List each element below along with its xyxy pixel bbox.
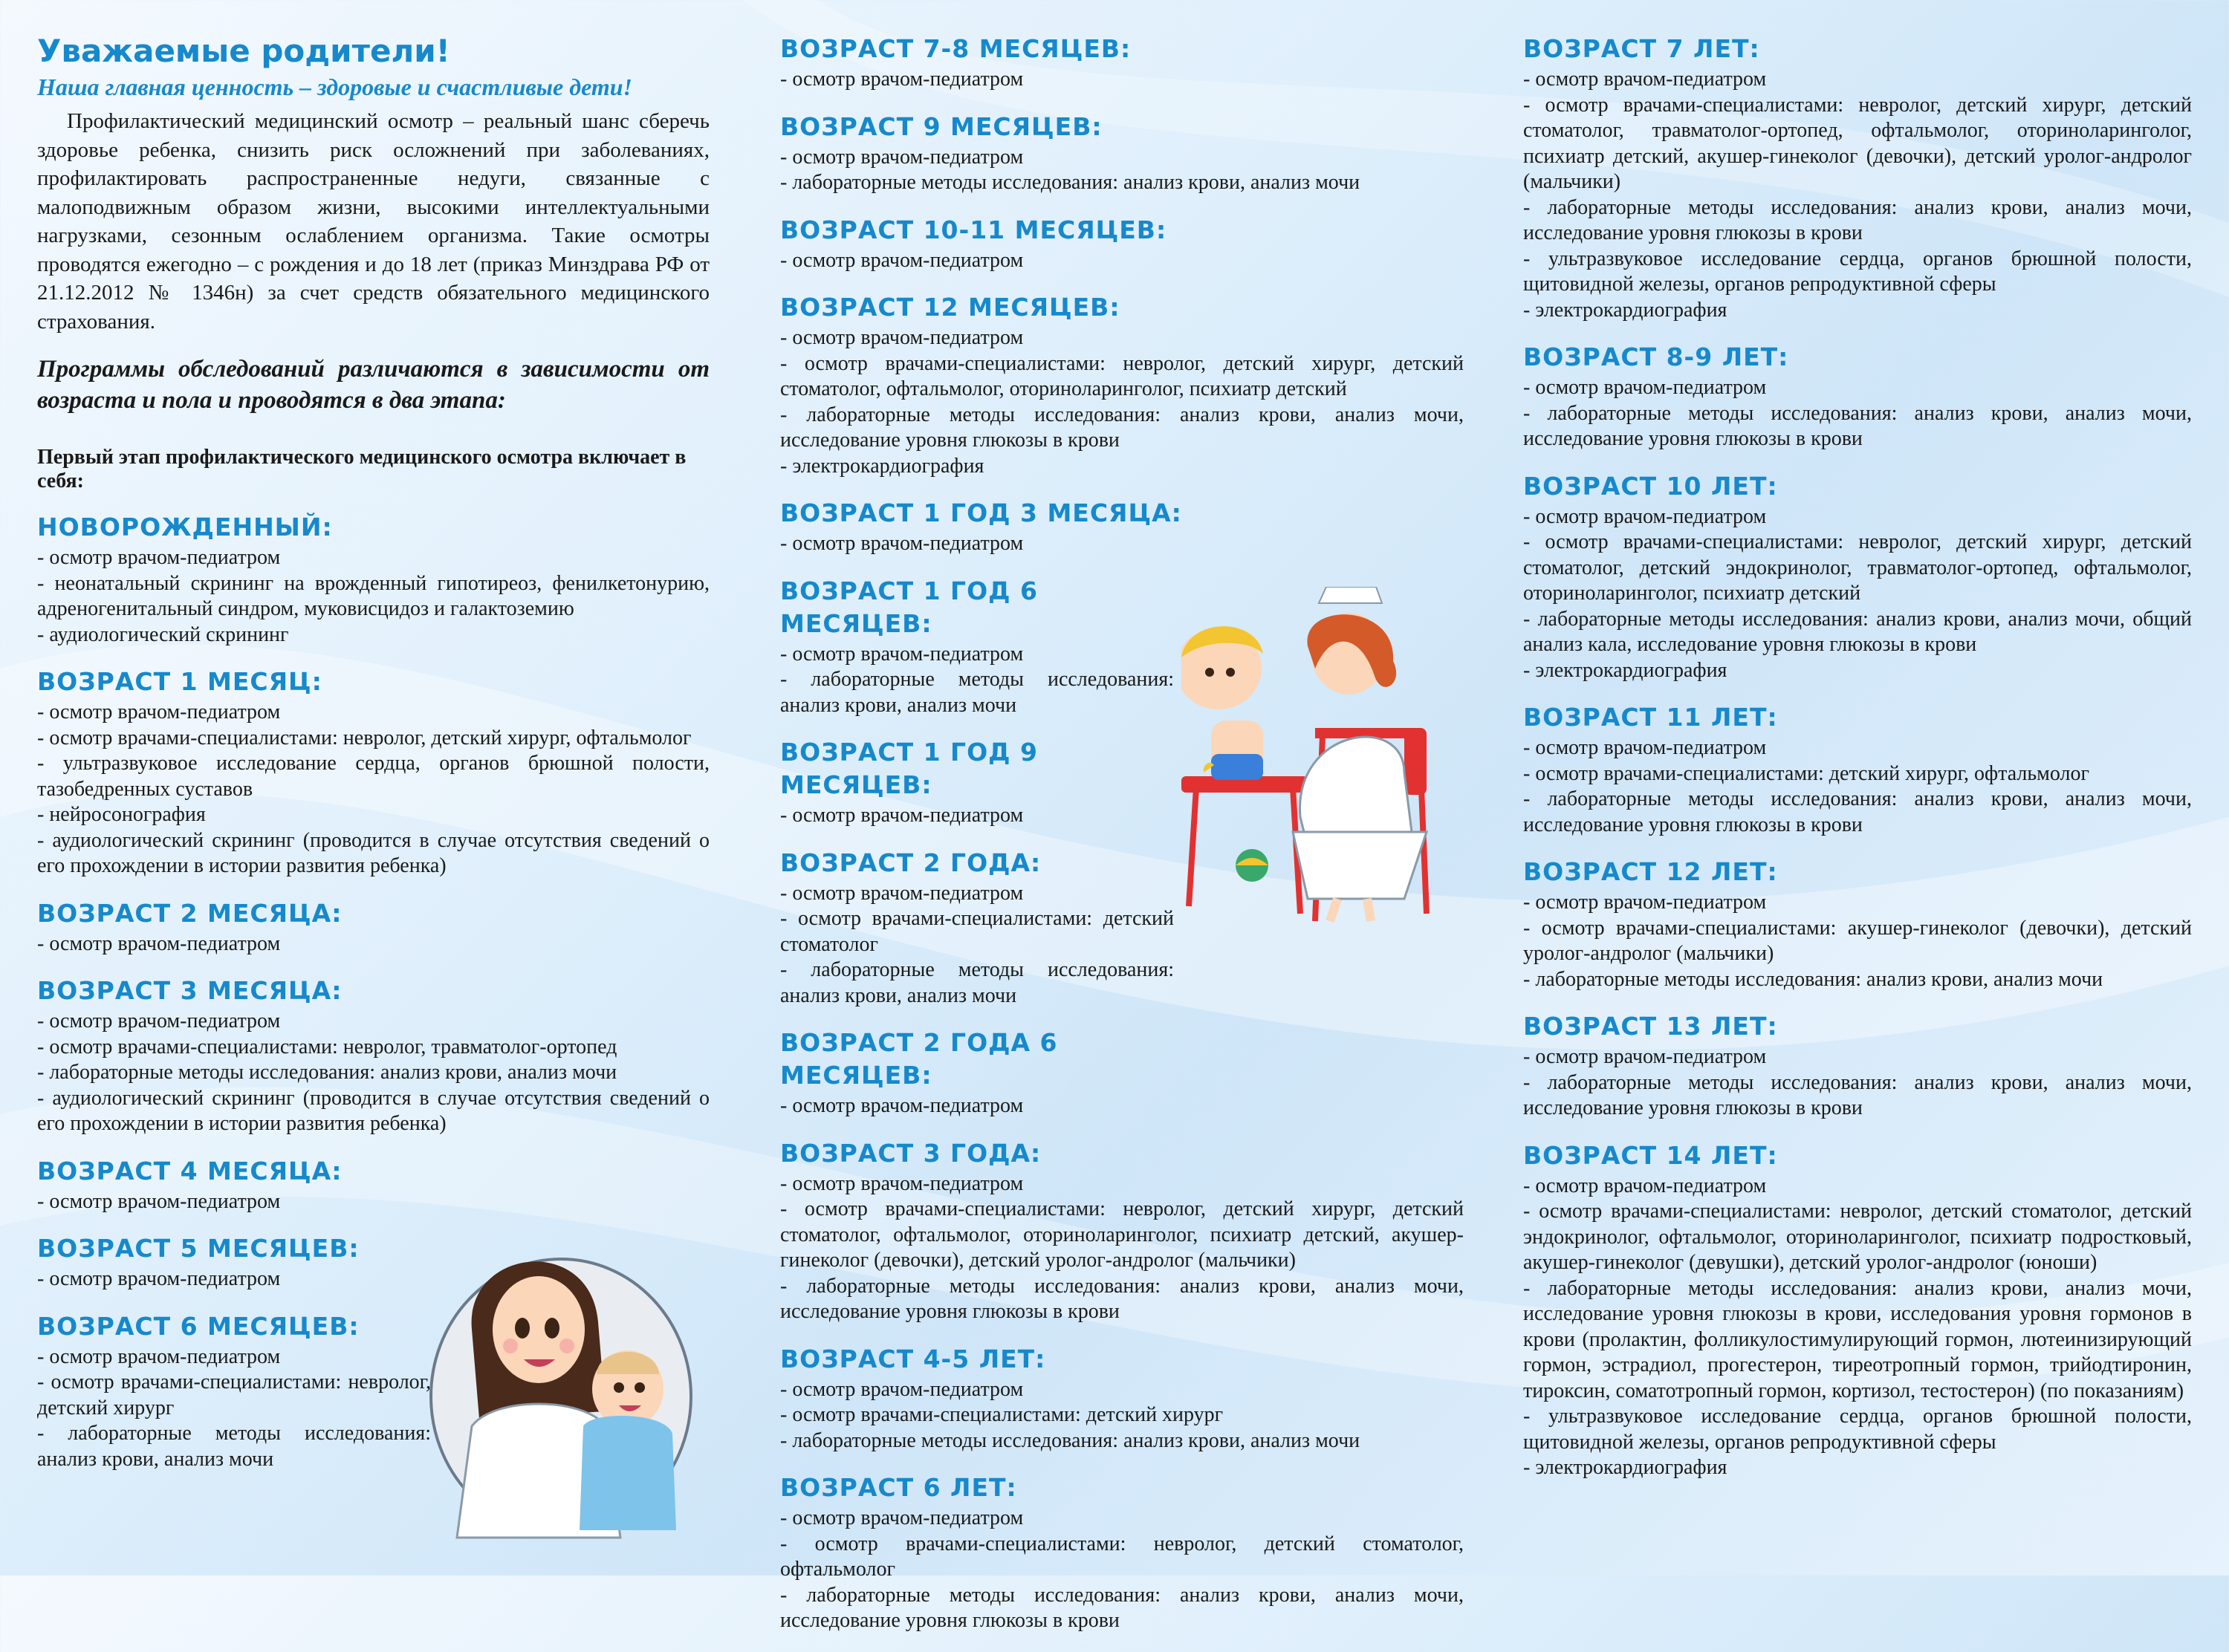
exam-item: - нейросонография xyxy=(37,803,206,826)
exam-item: - электрокардиография xyxy=(1523,298,1727,322)
age-section-title: ВОЗРАСТ 1 ГОД 3 МЕСЯЦА: xyxy=(780,498,1182,527)
exam-item: - осмотр врачом-педиатром xyxy=(780,642,1024,666)
age-section xyxy=(780,497,1464,557)
age-section-title: ВОЗРАСТ 6 МЕСЯЦЕВ: xyxy=(37,1311,360,1341)
age-section xyxy=(780,33,1464,93)
age-section xyxy=(780,291,1464,479)
age-section-title: ВОЗРАСТ 13 ЛЕТ: xyxy=(1523,1012,1778,1041)
exam-item: - осмотр врачом-педиатром xyxy=(37,1189,281,1213)
age-section-title: ВОЗРАСТ 1 ГОД 6 МЕСЯЦЕВ: xyxy=(780,576,1038,638)
exam-item: - ультразвуковое исследование сердца, органов брюшной полости, щитовидной железы, органов репродуктивной сферы xyxy=(1523,1405,2192,1454)
programs-heading: Программы обследований различаются в зависимости от возраста и пола и проводятся в два этапа: xyxy=(37,356,710,414)
exam-item: - лабораторные методы исследования: анализ крови, анализ мочи, исследование уровня глюкозы в крови xyxy=(780,1274,1464,1323)
age-section xyxy=(780,111,1464,196)
exam-item: - осмотр врачом-педиатром xyxy=(780,804,1024,827)
exam-item: - лабораторные методы исследования: анализ крови, анализ мочи, исследование уровня глюкозы в крови, исследования уровня гормонов в крови (пролактин, фолликулостимулирующий гормон, лютеинизирующий гормон, эстрадиол, прогестерон, тиреотропный гормон, трийодтиронин, тироксин, соматотропный гормон, кортизол, тестостерон) (по показаниям) xyxy=(1523,1276,2192,1402)
exam-item: - осмотр врачом-педиатром xyxy=(37,1344,281,1368)
greeting: Уважаемые родители! xyxy=(37,33,450,69)
age-section-title: ВОЗРАСТ 8-9 ЛЕТ: xyxy=(1523,342,1789,371)
age-section-title: ВОЗРАСТ 4 МЕСЯЦА: xyxy=(37,1156,343,1186)
age-section-title: ВОЗРАСТ 3 МЕСЯЦА: xyxy=(37,976,343,1005)
age-section xyxy=(780,1343,1464,1454)
exam-item: - осмотр врачом-педиатром xyxy=(1523,68,1767,91)
age-section xyxy=(780,1137,1464,1325)
exam-item: - лабораторные методы исследования: анализ крови, анализ мочи, исследование уровня глюкозы в крови xyxy=(780,403,1464,452)
exam-item: - электрокардиография xyxy=(1523,658,1727,682)
age-section-title: ВОЗРАСТ 12 МЕСЯЦЕВ: xyxy=(780,293,1120,322)
exam-item: - осмотр врачом-педиатром xyxy=(780,145,1024,169)
age-section-title: ВОЗРАСТ 7-8 МЕСЯЦЕВ: xyxy=(780,34,1132,63)
first-stage-heading: Первый этап профилактического медицинского осмотра включает в себя: xyxy=(37,446,687,492)
exam-item: - лабораторные методы исследования: анализ крови, анализ мочи xyxy=(37,1422,431,1471)
age-section xyxy=(37,511,710,648)
age-section xyxy=(1523,856,2192,992)
age-section-title: ВОЗРАСТ 3 ГОДА: xyxy=(780,1138,1042,1168)
exam-item: - осмотр врачом-педиатром xyxy=(1523,1045,1767,1068)
intro-paragraph: Профилактический медицинский осмотр – реальный шанс сберечь здоровье ребенка, снизить риск осложнений при заболеваниях, профилактировать распространенные недуги, связанные с малоподвижным образом жизни, высокими интеллектуальными нагрузками, сезонным ослаблением организма. Такие осмотры проводятся ежегодно – с рождения и до 18 лет (приказ Минздрава РФ от 21.12.2012 № 1346н) за счет средств обязательного медицинского страхования. xyxy=(37,109,710,334)
exam-item: - осмотр врачами-специалистами: невролог, детский хирург, детский стоматолог, офтальмолог, оториноларинголог, психиатр детский xyxy=(780,351,1464,400)
exam-item: - осмотр врачом-педиатром xyxy=(780,1094,1024,1117)
age-section-title: ВОЗРАСТ 2 ГОДА 6 МЕСЯЦЕВ: xyxy=(780,1028,1058,1090)
age-section-title: ВОЗРАСТ 10 ЛЕТ: xyxy=(1523,471,1778,501)
exam-item: - осмотр врачом-педиатром xyxy=(37,546,281,569)
age-section-title: ВОЗРАСТ 10-11 МЕСЯЦЕВ: xyxy=(780,215,1167,244)
exam-item: - осмотр врачами-специалистами: детский хирург, офтальмолог xyxy=(1523,761,2089,785)
exam-item: - электрокардиография xyxy=(1523,1456,1727,1479)
exam-item: - осмотр врачом-педиатром xyxy=(780,532,1024,555)
age-section-title: ВОЗРАСТ 2 МЕСЯЦА: xyxy=(37,898,343,928)
exam-item: - осмотр врачами-специалистами: невролог, детский стоматолог, детский эндокринолог, офтальмолог, оториноларинголог, психиатр подростковый, акушер-гинеколог (девушки), детский уролог-андролог (юноши) xyxy=(1523,1200,2192,1274)
age-section xyxy=(1523,33,2192,323)
age-section xyxy=(1523,1139,2192,1481)
exam-item: - осмотр врачом-педиатром xyxy=(1523,891,1767,914)
exam-item: - лабораторные методы исследования: анализ крови, анализ мочи xyxy=(780,171,1360,194)
exam-item: - электрокардиография xyxy=(780,454,984,478)
motto: Наша главная ценность – здоровые и счастливые дети! xyxy=(37,74,632,100)
age-section-title: ВОЗРАСТ 2 ГОДА: xyxy=(780,848,1042,877)
exam-item: - осмотр врачом-педиатром xyxy=(1523,1174,1767,1197)
exam-item: - лабораторные методы исследования: анализ крови, анализ мочи, общий анализ кала, исследование уровня глюкозы в крови xyxy=(1523,607,2192,656)
nurse-with-child-illustration xyxy=(1181,587,1441,929)
exam-item: - осмотр врачом-педиатром xyxy=(37,700,281,723)
exam-item: - осмотр врачом-педиатром xyxy=(780,1506,1024,1529)
age-section xyxy=(780,1027,1174,1119)
exam-item: - осмотр врачами-специалистами: невролог, детский хирург, детский стоматолог, детский эндокринолог, травматолог-ортопед, офтальмолог, оториноларинголог, психиатр детский xyxy=(1523,530,2192,605)
age-section xyxy=(780,214,1464,274)
doctor-with-baby-illustration xyxy=(427,1218,695,1545)
exam-item: - лабораторные методы исследования: анализ крови, анализ мочи xyxy=(1523,967,2103,991)
age-section-title: ВОЗРАСТ 1 ГОД 9 МЕСЯЦЕВ: xyxy=(780,738,1038,799)
exam-item: - лабораторные методы исследования: анализ крови, анализ мочи xyxy=(37,1061,617,1084)
exam-item: - осмотр врачами-специалистами: детский хирург xyxy=(780,1403,1224,1426)
exam-item: - осмотр врачами-специалистами: невролог, детский хирург, офтальмолог xyxy=(37,726,692,749)
age-section xyxy=(37,975,710,1137)
exam-item: - лабораторные методы исследования: анализ крови, анализ мочи, исследование уровня глюкозы в крови xyxy=(780,1583,1464,1632)
column-3 xyxy=(1523,33,2192,1499)
exam-item: - осмотр врачами-специалистами: детский стоматолог xyxy=(780,907,1174,956)
age-section-title: ВОЗРАСТ 14 ЛЕТ: xyxy=(1523,1140,1778,1170)
age-section-title: НОВОРОЖДЕННЫЙ: xyxy=(37,513,333,542)
exam-item: - лабораторные методы исследования: анализ крови, анализ мочи, исследование уровня глюкозы в крови xyxy=(1523,195,2192,244)
exam-item: - осмотр врачом-педиатром xyxy=(37,1267,281,1290)
age-section xyxy=(37,1232,431,1292)
age-section-title: ВОЗРАСТ 7 ЛЕТ: xyxy=(1523,34,1760,63)
exam-item: - лабораторные методы исследования: анализ крови, анализ мочи xyxy=(780,668,1174,717)
exam-item: - лабораторные методы исследования: анализ крови, анализ мочи xyxy=(780,958,1174,1007)
exam-item: - лабораторные методы исследования: анализ крови, анализ мочи xyxy=(780,1428,1360,1452)
exam-item: - осмотр врачом-педиатром xyxy=(780,1171,1024,1195)
age-section xyxy=(780,736,1174,829)
exam-item: - ультразвуковое исследование сердца, органов брюшной полости, щитовидной железы, органов репродуктивной сферы xyxy=(1523,247,2192,296)
exam-item: - аудиологический скрининг (проводится в случае отсутствия сведений о его прохождении в истории развития ребенка) xyxy=(37,828,710,877)
exam-item: - осмотр врачом-педиатром xyxy=(1523,376,1767,399)
exam-item: - осмотр врачом-педиатром xyxy=(37,1009,281,1032)
exam-item: - осмотр врачами-специалистами: невролог, детский хирург xyxy=(37,1370,431,1420)
exam-item: - осмотр врачом-педиатром xyxy=(780,248,1024,272)
age-section xyxy=(780,847,1174,1009)
age-section-title: ВОЗРАСТ 1 МЕСЯЦ: xyxy=(37,667,322,696)
age-section xyxy=(1523,1010,2192,1122)
exam-item: - осмотр врачами-специалистами: невролог, детский хирург, детский стоматолог, офтальмолог, оториноларинголог, психиатр детский, акушер-гинеколог (девочки), детский уролог-андролог (мальчики) xyxy=(780,1197,1464,1272)
age-section xyxy=(780,575,1174,719)
age-section xyxy=(37,1155,431,1215)
exam-item: - ультразвуковое исследование сердца, органов брюшной полости, тазобедренных суставов xyxy=(37,752,710,801)
age-section xyxy=(1523,701,2192,838)
exam-item: - осмотр врачом-педиатром xyxy=(780,1377,1024,1401)
age-section-title: ВОЗРАСТ 11 ЛЕТ: xyxy=(1523,703,1778,732)
age-section-title: ВОЗРАСТ 6 ЛЕТ: xyxy=(780,1473,1017,1502)
age-section-title: ВОЗРАСТ 12 ЛЕТ: xyxy=(1523,857,1778,886)
exam-item: - осмотр врачом-педиатром xyxy=(780,881,1024,905)
age-section xyxy=(780,1471,1464,1634)
exam-item: - осмотр врачом-педиатром xyxy=(780,326,1024,349)
exam-item: - неонатальный скрининг на врожденный гипотиреоз, фенилкетонурию, адреногенитальный синдром, муковисцидоз и галактоземию xyxy=(37,571,710,620)
age-section xyxy=(37,1310,431,1473)
age-section xyxy=(37,897,710,957)
exam-item: - осмотр врачом-педиатром xyxy=(37,931,281,955)
exam-item: - осмотр врачом-педиатром xyxy=(1523,504,1767,528)
exam-item: - осмотр врачами-специалистами: акушер-гинеколог (девочки), детский уролог-андролог (мальчики) xyxy=(1523,916,2192,965)
age-section-title: ВОЗРАСТ 5 МЕСЯЦЕВ: xyxy=(37,1234,360,1263)
exam-item: - лабораторные методы исследования: анализ крови, анализ мочи, исследование уровня глюкозы в крови xyxy=(1523,787,2192,836)
age-section-title: ВОЗРАСТ 4-5 ЛЕТ: xyxy=(780,1344,1046,1373)
exam-item: - аудиологический скрининг xyxy=(37,622,289,646)
exam-item: - осмотр врачами-специалистами: невролог, детский хирург, детский стоматолог, травматолог-ортопед, офтальмолог, оториноларинголог, психиатр детский, акушер-гинеколог (девочки), детский уролог-андролог (мальчики) xyxy=(1523,93,2192,193)
exam-item: - осмотр врачами-специалистами: невролог, травматолог-ортопед xyxy=(37,1035,617,1058)
age-section xyxy=(1523,470,2192,684)
exam-item: - аудиологический скрининг (проводится в случае отсутствия сведений о его прохождении в истории развития ребенка) xyxy=(37,1086,710,1135)
exam-item: - лабораторные методы исследования: анализ крови, анализ мочи, исследование уровня глюкозы в крови xyxy=(1523,401,2192,450)
exam-item: - осмотр врачом-педиатром xyxy=(780,68,1024,91)
age-section xyxy=(37,666,710,879)
exam-item: - осмотр врачами-специалистами: невролог, детский стоматолог, офтальмолог xyxy=(780,1532,1464,1581)
exam-item: - лабораторные методы исследования: анализ крови, анализ мочи, исследование уровня глюкозы в крови xyxy=(1523,1070,2192,1119)
age-section-title: ВОЗРАСТ 9 МЕСЯЦЕВ: xyxy=(780,111,1103,141)
age-section xyxy=(1523,341,2192,452)
exam-item: - осмотр врачом-педиатром xyxy=(1523,736,1767,759)
sections-column-3 xyxy=(1523,33,2192,1481)
